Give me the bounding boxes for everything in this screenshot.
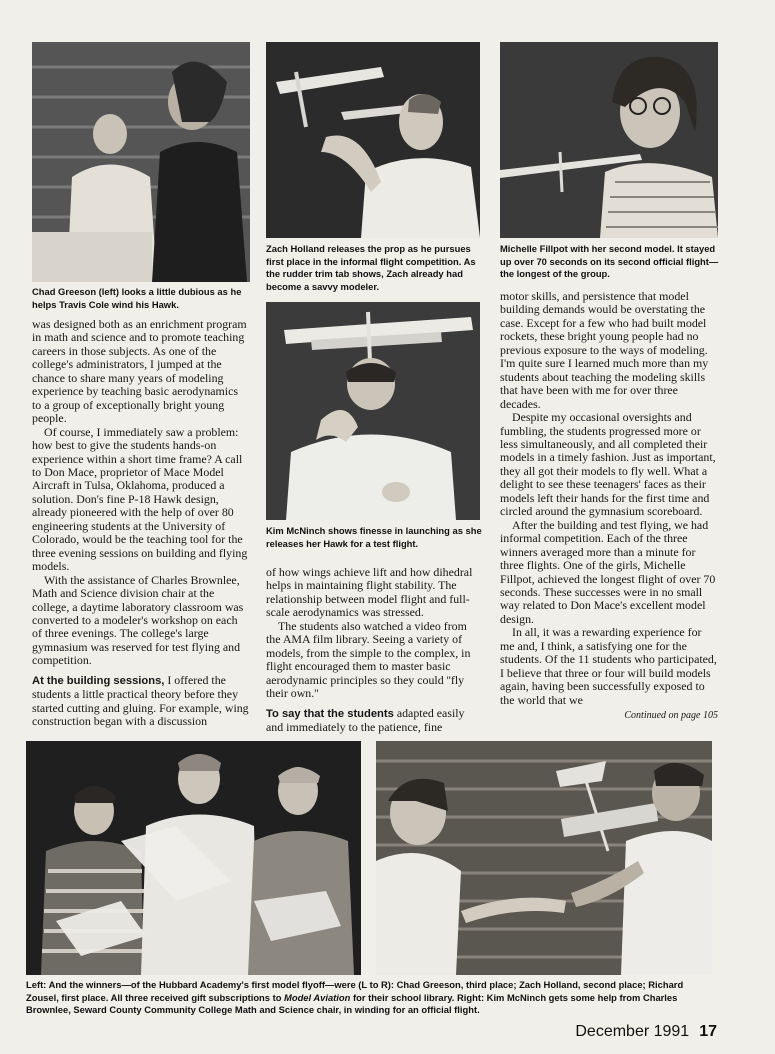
caption-bottom-part2: for their school library. Right: Kim McNinch gets some help from Charles Brownlee, Seward County Community College Math and Science chair, in winding for an official flight.: [26, 991, 678, 1015]
paragraph: In all, it was a rewarding experience for me and, I think, a satisfying one for the students. Of the 11 students who participated, I believe that three or four will build models again, having been successfully exposed to the world that we: [500, 625, 717, 707]
caption-zach-holland: Zach Holland releases the prop as he pursues first place in the informal flight competition. As the rudder trim tab shows, Zach already had become a savvy modeler.: [266, 243, 476, 292]
photo-zach-holland: [266, 42, 480, 238]
page-footer: [575, 1023, 717, 1041]
page-number: 17: [699, 1023, 717, 1040]
photo-kim-charles-winding: [376, 741, 712, 975]
caption-michelle-fillpot: Michelle Fillpot with her second model. It stayed up over 70 seconds on its second official flight—the longest of the group.: [500, 243, 719, 279]
paragraph: of how wings achieve lift and how dihedral helps in maintaining flight stability. The relationship between model flight and full-scale aerodynamics was stressed.: [266, 565, 473, 620]
paragraph: Despite my occasional oversights and fumbling, the students progressed more or less simultaneously, and all completed their models in a timely fashion. Just as important, they all got their models to fly well. What a delight to see these teenagers' faces as their models left their hands for the first time and circled around the gymnasium scoreboard.: [500, 410, 716, 519]
photo-winners: [26, 741, 361, 975]
paragraph-text: adapted easily and immediately to the patience, fine: [266, 705, 465, 734]
text-column-middle: [266, 566, 481, 734]
subhead-lead-in: At the building sessions,: [32, 674, 165, 687]
photo-chad-travis: [32, 42, 250, 282]
paragraph: With the assistance of Charles Brownlee, Math and Science division chair at the college, a daytime laboratory classroom was converted to a modeler's workshop on each of three evenings. The college's large gymnasium was reserved for test flying and competition.: [32, 572, 244, 668]
caption-bottom-magazine: Model Aviation: [284, 991, 351, 1003]
photo-kim-mcninch-launch: [266, 302, 480, 520]
text-column-left: [32, 318, 250, 729]
paragraph-text: I offered the students a little practical theory before they started cutting and gluing. For example, wing construction began with a discussion: [32, 672, 249, 729]
paragraph: After the building and test flying, we had informal competition. Each of the three winners averaged more than a minute for three flights. One of the girls, Michelle Fillpot, achieved the longest flight of over 70 seconds. These successes were in no small way related to Don Mace's excellent model design.: [500, 517, 716, 626]
caption-chad-greeson: Chad Greeson (left) looks a little dubious as he helps Travis Cole wind his Hawk.: [32, 286, 242, 310]
paragraph: Of course, I immediately saw a problem: how best to give the students hands-on experience within a short time frame? A call to Don Mace, proprietor of Mace Model Aircraft in Tulsa, Oklahoma, produced a solution. Don's fine P-18 Hawk design, already pioneered with the help of over 80 engineering students at the University of Colorado, would be the teaching tool for the three evening sessions on building and flying models.: [32, 424, 248, 574]
paragraph: was designed both as an enrichment program in math and science and to promote teaching careers in those subjects. As one of the college's administrators, I jumped at the chance to share many years of modeling experience by teaching basic aerodynamics to a group of exceptionally bright young people.: [32, 317, 247, 426]
paragraph: [266, 707, 481, 735]
text-column-right: [500, 290, 718, 723]
caption-kim-mcninch: Kim McNinch shows finesse in launching as she releases her Hawk for a test flight.: [266, 525, 482, 549]
paragraph: [32, 674, 250, 729]
photo-michelle-fillpot: [500, 42, 718, 238]
paragraph: motor skills, and persistence that model building demands would be overstating the case. Except for a few who had built model rockets, these bright young people had no previous exposure to the ways of modeling. I'm quite sure I learned much more than my students about teaching the modeling skills that have been with me for over three decades.: [500, 289, 709, 411]
caption-bottom-part1: Left: And the winners—of the Hubbard Academy's first model flyoff—were (L to R): Chad Greeson, third place; Zach Holland, second place; Richard Zousel, first place. All three received gift subscriptions to: [26, 979, 684, 1003]
subhead-lead-in: To say that the students: [266, 707, 394, 720]
caption-bottom-photos: [26, 979, 716, 1017]
paragraph: The students also watched a video from the AMA film library. Seeing a variety of models, from the simple to the complex, in flight encouraged them to master basic aerodynamic principles so they could ''fly their own.'': [266, 618, 471, 701]
issue-date: December 1991: [575, 1023, 690, 1040]
continued-note: Continued on page 105: [624, 710, 718, 722]
